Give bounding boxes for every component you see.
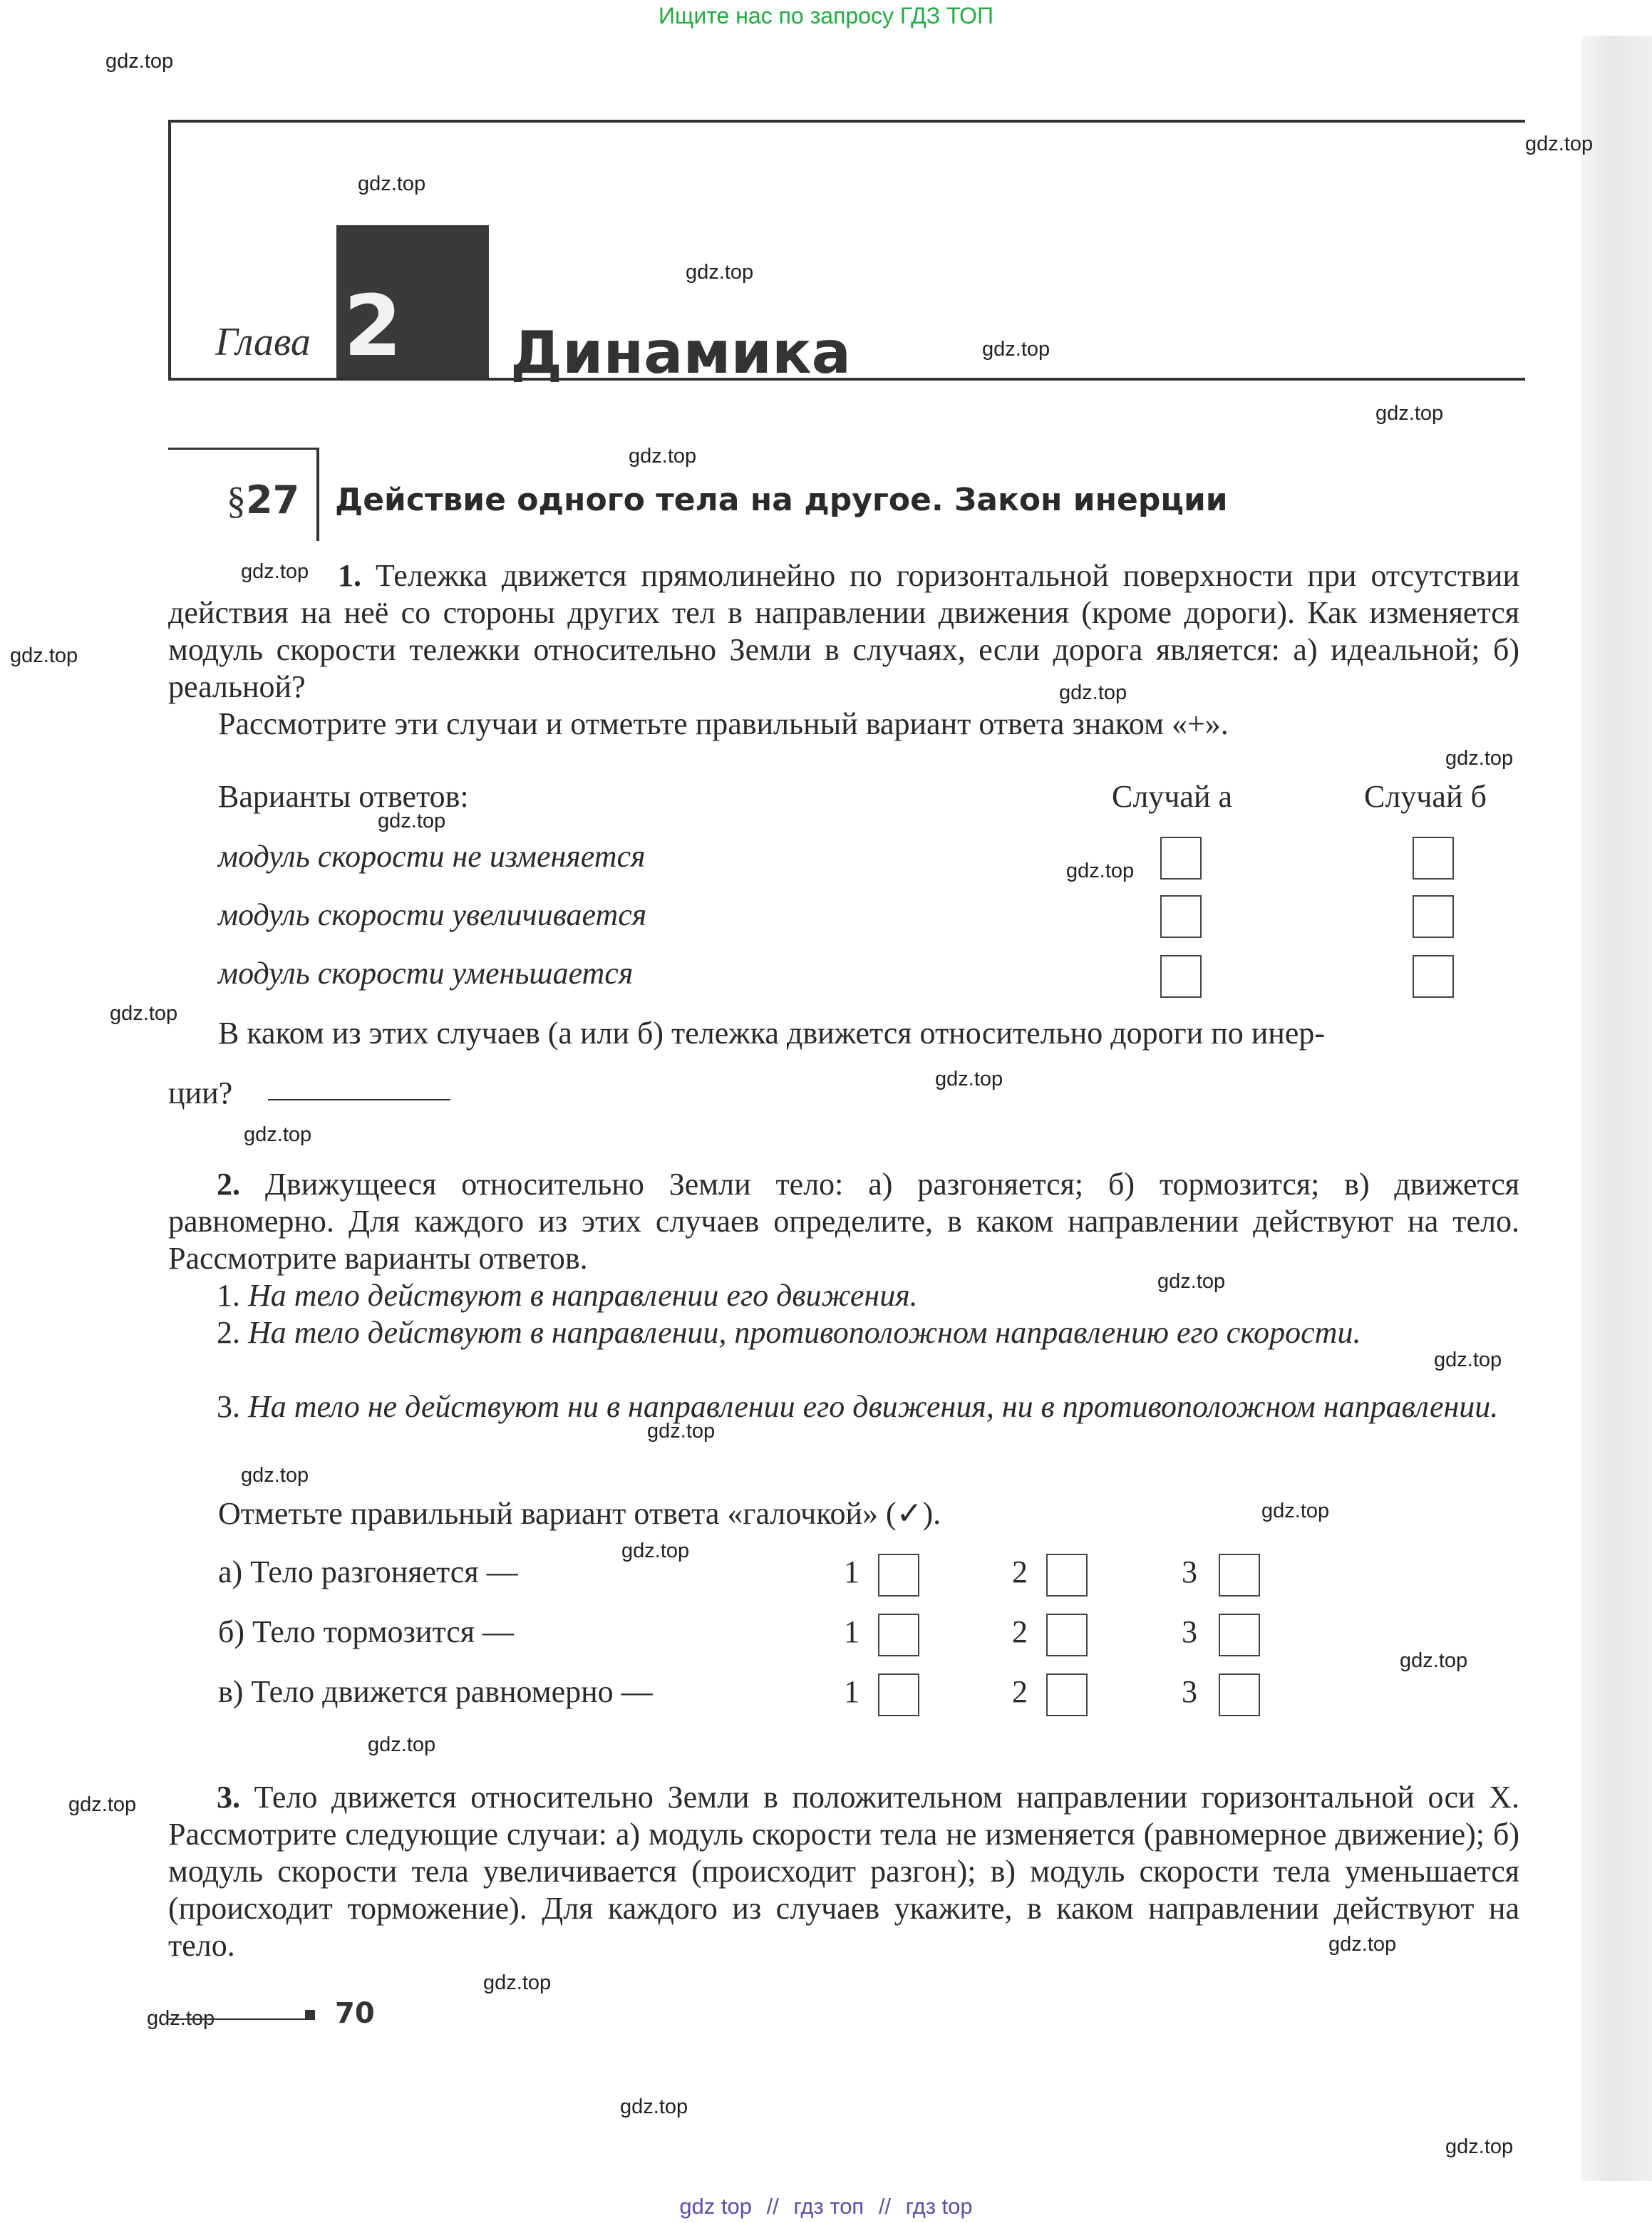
footer-marker [305, 2010, 315, 2020]
task1-case-b-header: Случай б [1364, 779, 1487, 814]
task1-options-header: Варианты ответов: [218, 779, 469, 814]
task1-option-1: модуль скорости не изменяется [218, 839, 646, 874]
task2-number: 2. [217, 1167, 240, 1202]
watermark: gdz.top [68, 1793, 137, 1816]
watermark: gdz.top [1066, 860, 1135, 882]
watermark: gdz.top [1400, 1649, 1468, 1672]
task2-answer-3-text: На тело не действуют ни в направлении его движения, ни в противоположном направлении. [248, 1389, 1499, 1424]
watermark: gdz.top [647, 1420, 716, 1443]
watermark: gdz.top [244, 1123, 312, 1146]
task1-body: Тележка движется прямолинейно по горизонтальной поверхности при отсутствии действия на неё со стороны других тел в направлении движения (кроме дороги). Как изменяется модуль скорости тележки относительно Земли в случаях, если дорога является: а) идеальной; б) реальной? [168, 558, 1520, 704]
watermark: gdz.top [621, 1539, 690, 1562]
task1-case-a-checkbox-1[interactable] [1160, 837, 1202, 880]
section-symbol: § [227, 479, 246, 522]
watermark: gdz.top [1059, 681, 1127, 704]
task2-answer-2-num: 2. [217, 1315, 240, 1350]
bottom-link-separator: // [878, 2194, 892, 2219]
chapter-label: Глава [215, 320, 311, 364]
task2-body: Движущееся относительно Земли тело: а) разгоняется; б) тормозится; в) движется равномерно. Для каждого из этих случаев определите, в каком направлении действуют на тело. Рассмотрите варианты ответов. [168, 1167, 1520, 1276]
task1-text [168, 557, 1519, 706]
task1-option-3: модуль скорости уменьшается [218, 956, 634, 991]
task2-row-c-checkbox-1[interactable] [878, 1673, 919, 1716]
bottom-link[interactable]: gdz top [679, 2194, 753, 2219]
page-number: 70 [335, 1997, 375, 2030]
watermark: gdz.top [982, 338, 1050, 361]
task2-row-a-checkbox-1[interactable] [878, 1554, 919, 1597]
watermark: gdz.top [10, 644, 78, 667]
task1-case-a-header: Случай а [1112, 779, 1233, 814]
page-edge-shadow [1581, 36, 1652, 2181]
task2-answer-2 [168, 1314, 1519, 1351]
task2-choice-label: 1 [844, 1614, 859, 1649]
task2-row-c: в) Тело движется равномерно — [218, 1674, 653, 1709]
watermark: gdz.top [620, 2095, 688, 2118]
watermark: gdz.top [1445, 747, 1514, 770]
task2-row-a: а) Тело разгоняется — [218, 1554, 518, 1589]
section-number-value: 27 [246, 478, 300, 522]
task2-row-c-checkbox-2[interactable] [1046, 1673, 1088, 1716]
task2-answer-1-text: На тело действуют в направлении его движения. [248, 1278, 918, 1313]
task2-choice-label: 1 [844, 1674, 859, 1709]
task2-choice-label: 1 [844, 1554, 859, 1589]
bottom-link[interactable]: гдз топ [793, 2194, 864, 2219]
task1-answer-blank[interactable] [268, 1099, 450, 1100]
watermark: gdz.top [241, 1464, 309, 1487]
task2-answer-1 [168, 1277, 1519, 1314]
task2-row-b: б) Тело тормозится — [218, 1614, 515, 1649]
task1-instruction: Рассмотрите эти случаи и отметьте правильный вариант ответа знаком «+». [218, 706, 1229, 741]
watermark: gdz.top [1328, 1933, 1397, 1956]
watermark: gdz.top [147, 2007, 215, 2030]
watermark: gdz.top [110, 1002, 178, 1025]
section-title: Действие одного тела на другое. Закон инерции [335, 482, 1228, 518]
watermark: gdz.top [241, 560, 309, 583]
bottom-links [0, 2194, 1652, 2219]
task2-row-a-checkbox-2[interactable] [1046, 1554, 1088, 1597]
task1-question-line2: ции? [168, 1076, 233, 1110]
task3-number: 3. [217, 1780, 240, 1815]
task2-choice-label: 3 [1182, 1614, 1197, 1649]
watermark: gdz.top [1375, 402, 1444, 425]
task2-answer-3-num: 3. [217, 1389, 240, 1424]
task2-answer-1-num: 1. [217, 1278, 240, 1313]
task1-case-b-checkbox-2[interactable] [1413, 895, 1454, 938]
watermark: gdz.top [1434, 1348, 1502, 1371]
watermark: gdz.top [629, 445, 697, 468]
task1-case-b-checkbox-1[interactable] [1413, 837, 1454, 880]
task2-row-b-checkbox-1[interactable] [878, 1614, 919, 1656]
task2-row-b-checkbox-2[interactable] [1046, 1614, 1088, 1656]
task1-number: 1. [338, 558, 361, 593]
bottom-link[interactable]: гдз top [905, 2194, 973, 2219]
bottom-link-separator: // [766, 2194, 779, 2219]
watermark: gdz.top [1261, 1500, 1330, 1522]
task2-answer-2-text: На тело действуют в направлении, противоположном направлению его скорости. [248, 1315, 1361, 1350]
task1-case-b-checkbox-3[interactable] [1413, 955, 1454, 998]
task2-answer-3 [168, 1388, 1519, 1425]
task2-row-b-checkbox-3[interactable] [1219, 1614, 1260, 1656]
task2-choice-label: 2 [1012, 1614, 1028, 1649]
top-banner[interactable]: Ищите нас по запросу ГДЗ ТОП [659, 3, 993, 29]
task2-choice-label: 2 [1012, 1674, 1028, 1709]
task3-text [168, 1779, 1519, 1964]
section-number [227, 478, 299, 522]
task2-row-a-checkbox-3[interactable] [1219, 1554, 1260, 1597]
task1-case-a-checkbox-2[interactable] [1160, 895, 1202, 938]
footer-rule [168, 2018, 311, 2020]
task3-body: Тело движется относительно Земли в положительном направлении горизонтальной оси X. Рассмотрите следующие случаи: а) модуль скорости тела не изменяется (равномерное движение); б) модуль скорости тела увеличивается (происходит разгон); в) модуль скорости тела уменьшается (происходит торможение). Для каждого из случаев укажите, в каком направлении действуют на тело. [168, 1780, 1519, 1963]
task2-choice-label: 3 [1182, 1554, 1197, 1589]
watermark: gdz.top [1445, 2135, 1514, 2158]
task2-text [168, 1166, 1519, 1277]
task1-case-a-checkbox-3[interactable] [1160, 955, 1202, 998]
task2-choice-label: 2 [1012, 1554, 1028, 1589]
watermark: gdz.top [1525, 133, 1594, 155]
task1-question-line1: В каком из этих случаев (а или б) тележка движется относительно дороги по инер- [218, 1016, 1326, 1051]
task2-row-c-checkbox-3[interactable] [1219, 1673, 1260, 1716]
task2-instruction: Отметьте правильный вариант ответа «галочкой» (✓). [218, 1496, 941, 1531]
watermark: gdz.top [378, 810, 446, 832]
watermark: gdz.top [483, 1971, 552, 1994]
watermark: gdz.top [935, 1068, 1003, 1090]
watermark: gdz.top [686, 261, 754, 284]
chapter-number: 2 [344, 277, 403, 375]
task2-choice-label: 3 [1182, 1674, 1197, 1709]
watermark: gdz.top [358, 172, 426, 195]
watermark: gdz.top [105, 50, 174, 73]
watermark: gdz.top [1157, 1270, 1226, 1293]
task1-option-2: модуль скорости увеличивается [218, 897, 647, 932]
chapter-title: Динамика [510, 319, 851, 387]
watermark: gdz.top [368, 1733, 436, 1756]
